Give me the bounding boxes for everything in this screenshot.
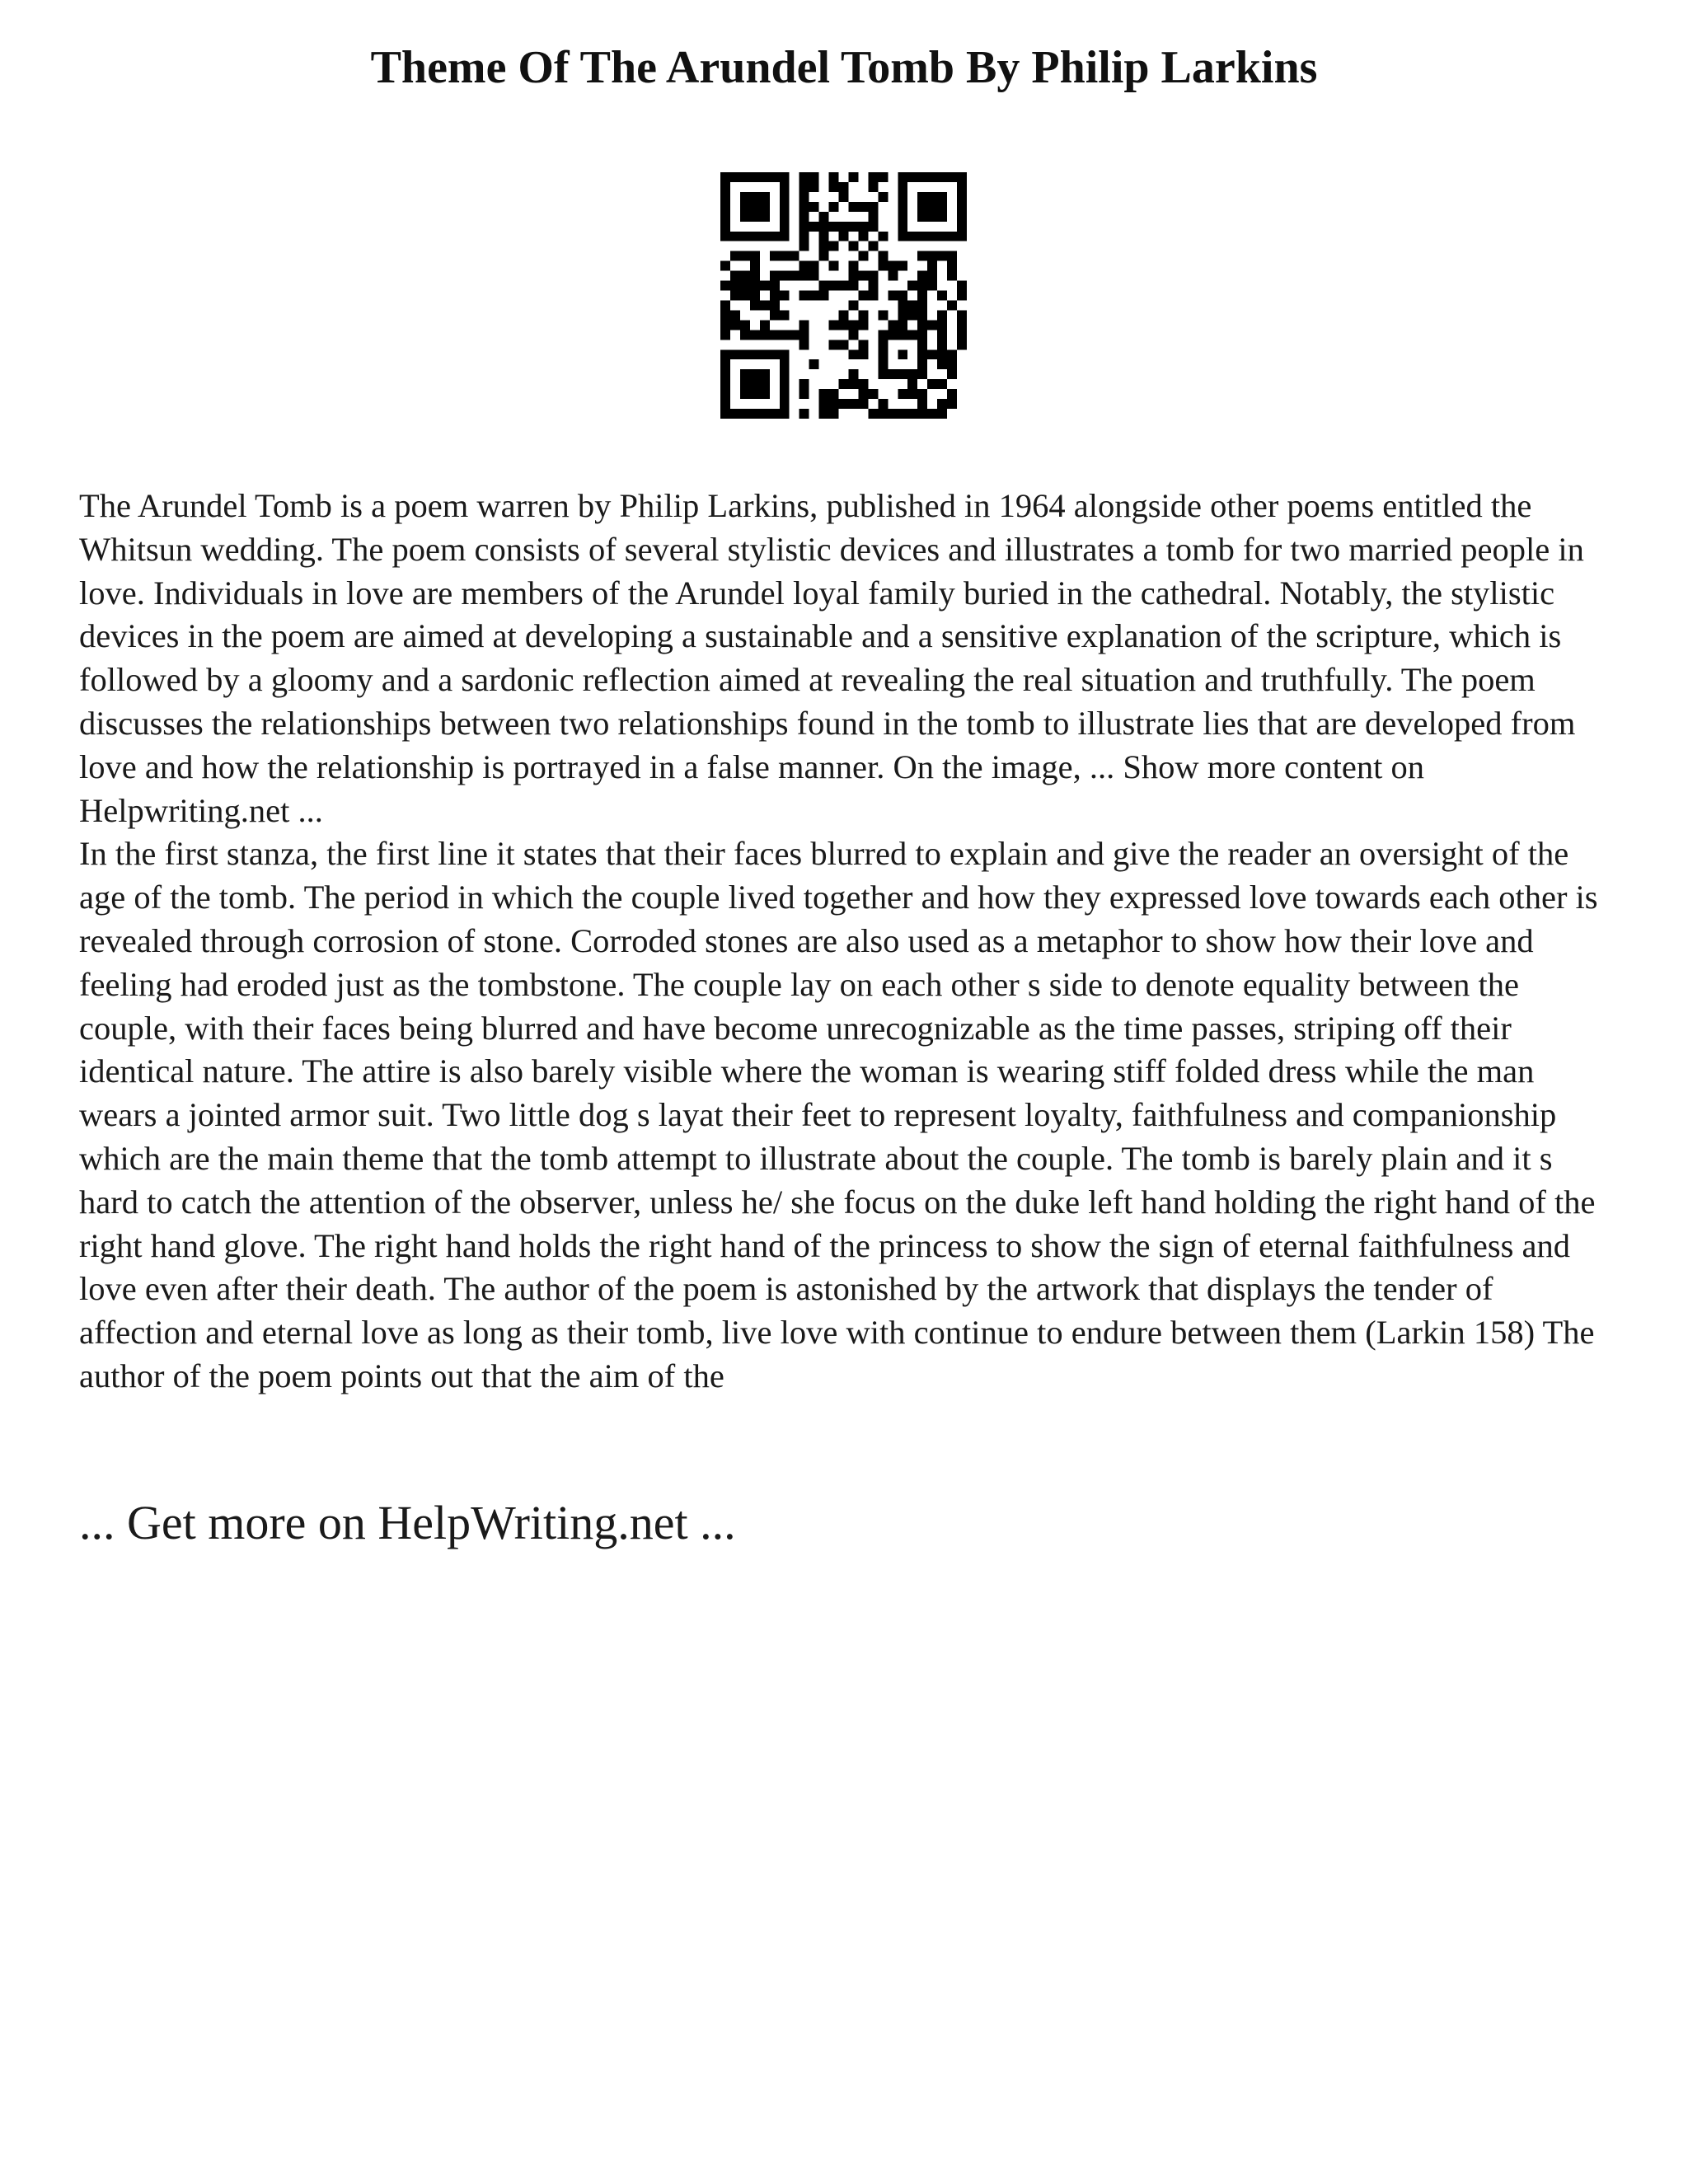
qr-code-icon[interactable] xyxy=(720,172,967,419)
page-title: Theme Of The Arundel Tomb By Philip Larkins xyxy=(370,42,1318,93)
article-body xyxy=(79,485,1617,1399)
get-more-link[interactable]: ... Get more on HelpWriting.net ... xyxy=(79,1496,736,1549)
paragraph-stanza-analysis: In the first stanza, the first line it states that their faces blurred to explain and give the reader an oversight of the age of the tomb. The period in which the couple lived together and how they expressed love towards each other is revealed through corrosion of stone. Corroded stones are also used as a metaphor to show how their love and feeling had eroded just as the tombstone. The couple lay on each other s side to denote equality between the couple, with their faces being blurred and have become unrecognizable as the time passes, striping off their identical nature. The attire is also barely visible where the woman is wearing stiff folded dress while the man wears a jointed armor suit. Two little dog s layat their feet to represent loyalty, faithfulness and companionship which are the main theme that the tomb attempt to illustrate about the couple. The tomb is barely plain and it s hard to catch the attention of the observer, unless he/ she focus on the duke left hand holding the right hand of the right hand glove. The right hand holds the right hand of the princess to show the sign of eternal faithfulness and love even after their death. The author of the poem is astonished by the artwork that displays the tender of affection and eternal love as long as their tomb, live love with continue to endure between them (Larkin 158) The author of the poem points out that the aim of the xyxy=(79,835,1598,1394)
paragraph-intro: The Arundel Tomb is a poem warren by Philip Larkins, published in 1964 alongside other poems entitled the Whitsun wedding. The poem consists of several stylistic devices and illustrates a tomb for two married people in love. Individuals in love are members of the Arundel loyal family buried in the cathedral. Notably, the stylistic devices in the poem are aimed at developing a sustainable and a sensitive explanation of the scripture, which is followed by a gloomy and a sardonic reflection aimed at revealing the real situation and truthfully. The poem discusses the relationships between two relationships found in the tomb to illustrate lies that are developed from love and how the relationship is portrayed in a false manner. On the image, ... Show more content on Helpwriting.net ... xyxy=(79,487,1584,829)
